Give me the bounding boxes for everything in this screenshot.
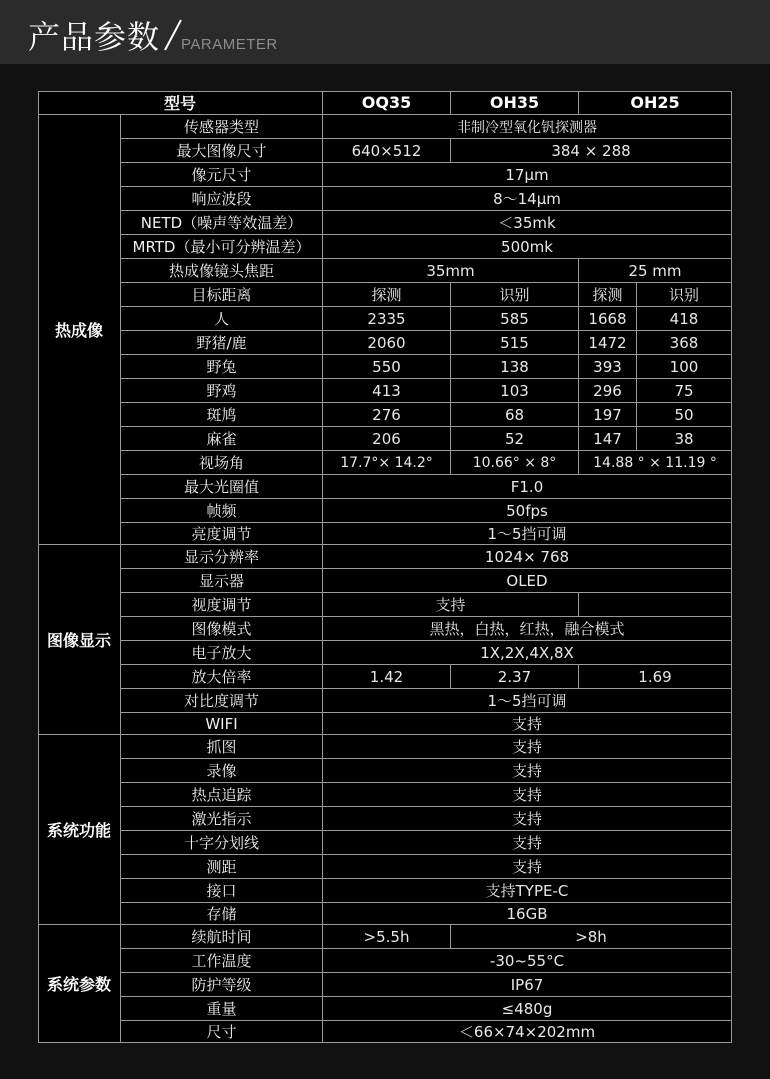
row-label: 麻雀 (121, 427, 323, 451)
cell-value: 1～5挡可调 (323, 523, 732, 545)
cell-value: -30~55°C (323, 949, 732, 973)
cell-identify-header: 识别 (451, 283, 579, 307)
row-label: WIFI (121, 713, 323, 735)
header-oh25: OH25 (579, 91, 732, 115)
cell-value: 206 (323, 427, 451, 451)
row-label: 野兔 (121, 355, 323, 379)
cell-detect-header: 探测 (323, 283, 451, 307)
cell-value: 2335 (323, 307, 451, 331)
row-label: 接口 (121, 879, 323, 903)
cell-value: 103 (451, 379, 579, 403)
cell-value: 550 (323, 355, 451, 379)
cell-value: 非制冷型氧化钒探测器 (323, 115, 732, 139)
cell-value: 17.7°× 14.2° (323, 451, 451, 475)
group-functions: 系统功能 (38, 735, 121, 925)
header-oh35: OH35 (451, 91, 579, 115)
row-label: 显示分辨率 (121, 545, 323, 569)
row-label: 激光指示 (121, 807, 323, 831)
cell-value: 138 (451, 355, 579, 379)
row-label: 存储 (121, 903, 323, 925)
cell-value: 支持 (323, 593, 579, 617)
cell-value: 35mm (323, 259, 579, 283)
row-label: 录像 (121, 759, 323, 783)
cell-value: 585 (451, 307, 579, 331)
cell-value: 支持 (323, 759, 732, 783)
cell-value: 1～5挡可调 (323, 689, 732, 713)
cell-value: 1.42 (323, 665, 451, 689)
cell-value: 368 (637, 331, 732, 355)
cell-value: IP67 (323, 973, 732, 997)
row-label: 像元尺寸 (121, 163, 323, 187)
header-oq35: OQ35 (323, 91, 451, 115)
cell-value: 支持 (323, 713, 732, 735)
row-label: 十字分划线 (121, 831, 323, 855)
row-label: 人 (121, 307, 323, 331)
cell-value: 384 × 288 (451, 139, 732, 163)
cell-empty (579, 593, 732, 617)
cell-value: 2060 (323, 331, 451, 355)
page-title: 产品参数 (28, 18, 161, 56)
row-label: 视场角 (121, 451, 323, 475)
cell-value: 50fps (323, 499, 732, 523)
cell-value: 8～14μm (323, 187, 732, 211)
parameter-table (38, 91, 732, 1043)
cell-value: 500mk (323, 235, 732, 259)
row-label: 野鸡 (121, 379, 323, 403)
row-label: 对比度调节 (121, 689, 323, 713)
cell-value: ≤480g (323, 997, 732, 1021)
cell-value: 1.69 (579, 665, 732, 689)
row-label: 图像模式 (121, 617, 323, 641)
page-header (0, 0, 770, 64)
row-label: 抓图 (121, 735, 323, 759)
row-label: 斑鸠 (121, 403, 323, 427)
row-label: 测距 (121, 855, 323, 879)
cell-value: 1472 (579, 331, 637, 355)
cell-value: 17μm (323, 163, 732, 187)
row-label: 重量 (121, 997, 323, 1021)
row-label: NETD（噪声等效温差） (121, 211, 323, 235)
page-subtitle: PARAMETER (181, 36, 278, 53)
cell-value: ＜35mk (323, 211, 732, 235)
cell-value: 515 (451, 331, 579, 355)
row-label: 目标距离 (121, 283, 323, 307)
cell-value: 支持 (323, 807, 732, 831)
cell-value: F1.0 (323, 475, 732, 499)
row-label: 帧频 (121, 499, 323, 523)
cell-identify-header: 识别 (637, 283, 732, 307)
row-label: 亮度调节 (121, 523, 323, 545)
cell-value: >8h (451, 925, 732, 949)
cell-value: 75 (637, 379, 732, 403)
row-label: 放大倍率 (121, 665, 323, 689)
row-label: 尺寸 (121, 1021, 323, 1043)
group-thermal: 热成像 (38, 115, 121, 545)
cell-value: 10.66° × 8° (451, 451, 579, 475)
row-label: 最大图像尺寸 (121, 139, 323, 163)
cell-detect-header: 探测 (579, 283, 637, 307)
cell-value: 支持 (323, 783, 732, 807)
row-label: 热成像镜头焦距 (121, 259, 323, 283)
cell-value: 147 (579, 427, 637, 451)
cell-value: 100 (637, 355, 732, 379)
row-label: 最大光圈值 (121, 475, 323, 499)
cell-value: 1X,2X,4X,8X (323, 641, 732, 665)
cell-value: 2.37 (451, 665, 579, 689)
row-label: 工作温度 (121, 949, 323, 973)
row-label: 电子放大 (121, 641, 323, 665)
cell-value: 68 (451, 403, 579, 427)
cell-value: >5.5h (323, 925, 451, 949)
row-label: 防护等级 (121, 973, 323, 997)
cell-value: 支持 (323, 831, 732, 855)
cell-value: 296 (579, 379, 637, 403)
cell-value: ＜66×74×202mm (323, 1021, 732, 1043)
cell-value: 393 (579, 355, 637, 379)
cell-value: 25 mm (579, 259, 732, 283)
header-type: 型号 (38, 91, 323, 115)
row-label: 野猪/鹿 (121, 331, 323, 355)
cell-value: 14.88 ° × 11.19 ° (579, 451, 732, 475)
title-divider (164, 20, 182, 51)
row-label: 传感器类型 (121, 115, 323, 139)
cell-value: 支持 (323, 735, 732, 759)
cell-value: 418 (637, 307, 732, 331)
row-label: 显示器 (121, 569, 323, 593)
cell-value: 640×512 (323, 139, 451, 163)
cell-value: 50 (637, 403, 732, 427)
group-display: 图像显示 (38, 545, 121, 735)
row-label: 响应波段 (121, 187, 323, 211)
cell-value: 支持TYPE-C (323, 879, 732, 903)
row-label: 续航时间 (121, 925, 323, 949)
row-label: MRTD（最小可分辨温差） (121, 235, 323, 259)
cell-value: 1668 (579, 307, 637, 331)
cell-value: 38 (637, 427, 732, 451)
cell-value: 52 (451, 427, 579, 451)
row-label: 视度调节 (121, 593, 323, 617)
cell-value: 197 (579, 403, 637, 427)
cell-value: 276 (323, 403, 451, 427)
cell-value: 1024× 768 (323, 545, 732, 569)
cell-value: 16GB (323, 903, 732, 925)
cell-value: OLED (323, 569, 732, 593)
cell-value: 支持 (323, 855, 732, 879)
cell-value: 黑热，白热，红热，融合模式 (323, 617, 732, 641)
row-label: 热点追踪 (121, 783, 323, 807)
group-system: 系统参数 (38, 925, 121, 1043)
cell-value: 413 (323, 379, 451, 403)
